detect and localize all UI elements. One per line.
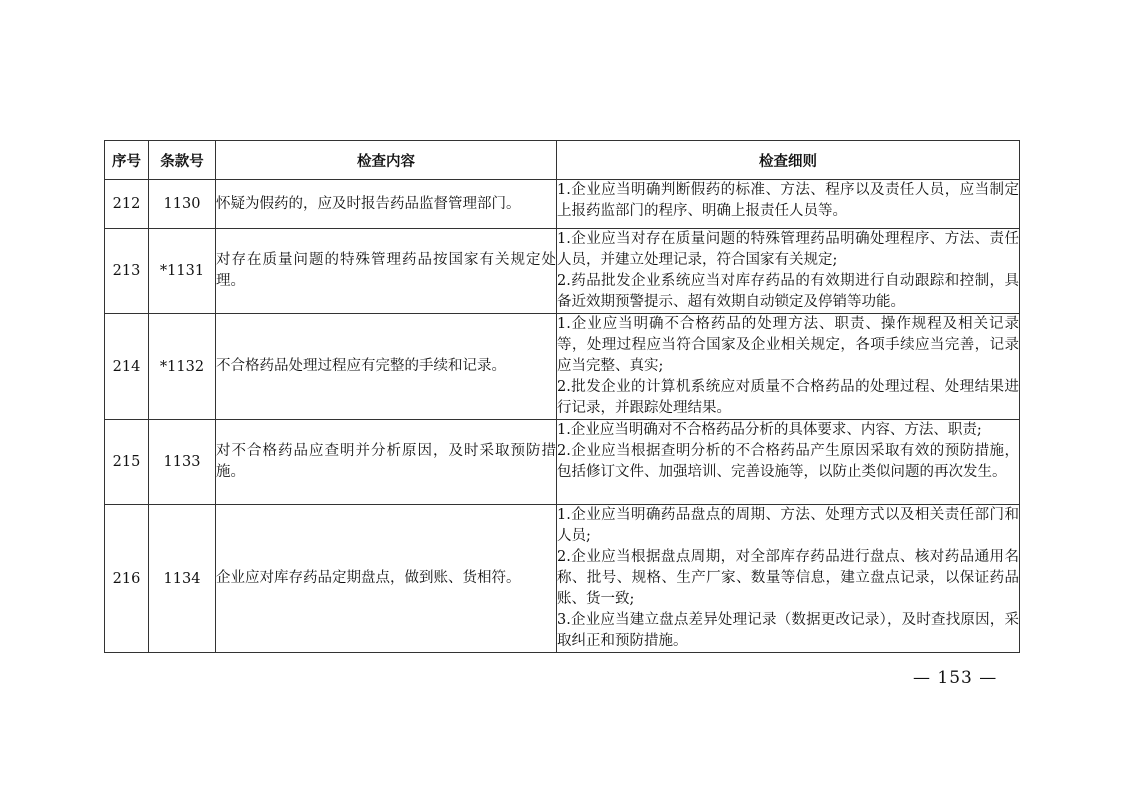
row-seq: 212 (105, 180, 149, 229)
row-content: 不合格药品处理过程应有完整的手续和记录。 (216, 314, 557, 420)
row-seq: 214 (105, 314, 149, 420)
row-content: 怀疑为假药的，应及时报告药品监督管理部门。 (216, 180, 557, 229)
header-seq: 序号 (105, 141, 149, 180)
detail-item: 2.企业应当根据盘点周期，对全部库存药品进行盘点、核对药品通用名称、批号、规格、生产厂家、数量等信息，建立盘点记录，以保证药品账、货一致; (557, 549, 1019, 607)
detail-item: 1.企业应当对存在质量问题的特殊管理药品明确处理程序、方法、责任人员，并建立处理记录，符合国家有关规定; (557, 231, 1019, 268)
detail-item: 1.企业应当明确判断假药的标准、方法、程序以及责任人员，应当制定上报药监部门的程序、明确上报责任人员等。 (557, 182, 1019, 219)
row-clause-code: *1131 (149, 229, 216, 314)
row-clause-code: 1133 (149, 420, 216, 505)
row-clause-code: 1134 (149, 505, 216, 653)
row-seq: 213 (105, 229, 149, 314)
table-row (105, 180, 1020, 229)
page-number: — 153 — (913, 668, 998, 688)
detail-item: 2.批发企业的计算机系统应对质量不合格药品的处理过程、处理结果进行记录，并跟踪处理结果。 (557, 379, 1019, 416)
row-details (557, 229, 1020, 314)
row-content: 对存在质量问题的特殊管理药品按国家有关规定处理。 (216, 229, 557, 314)
row-seq: 216 (105, 505, 149, 653)
row-details (557, 314, 1020, 420)
header-content: 检查内容 (216, 141, 557, 180)
row-details (557, 180, 1020, 229)
table-row (105, 229, 1020, 314)
header-detail: 检查细则 (557, 141, 1020, 180)
table-row (105, 505, 1020, 653)
table-row (105, 420, 1020, 505)
header-code: 条款号 (149, 141, 216, 180)
detail-item: 1.企业应当明确药品盘点的周期、方法、处理方式以及相关责任部门和人员; (557, 507, 1019, 544)
row-content: 对不合格药品应查明并分析原因，及时采取预防措施。 (216, 420, 557, 505)
detail-item: 2.企业应当根据查明分析的不合格药品产生原因采取有效的预防措施，包括修订文件、加强培训、完善设施等，以防止类似问题的再次发生。 (557, 443, 1019, 480)
inspection-table (104, 140, 1020, 653)
detail-item: 1.企业应当明确不合格药品的处理方法、职责、操作规程及相关记录等，处理过程应当符合国家及企业相关规定，各项手续应当完善，记录应当完整、真实; (557, 316, 1019, 374)
row-content: 企业应对库存药品定期盘点，做到账、货相符。 (216, 505, 557, 653)
row-details (557, 505, 1020, 653)
detail-item: 2.药品批发企业系统应当对库存药品的有效期进行自动跟踪和控制，具备近效期预警提示、超有效期自动锁定及停销等功能。 (557, 273, 1019, 310)
table-header-row (105, 141, 1020, 180)
row-seq: 215 (105, 420, 149, 505)
row-details (557, 420, 1020, 505)
row-clause-code: *1132 (149, 314, 216, 420)
detail-item: 3.企业应当建立盘点差异处理记录（数据更改记录），及时查找原因，采取纠正和预防措施。 (557, 612, 1019, 649)
table-row (105, 314, 1020, 420)
row-clause-code: 1130 (149, 180, 216, 229)
detail-item: 1.企业应当明确对不合格药品分析的具体要求、内容、方法、职责; (557, 422, 982, 438)
